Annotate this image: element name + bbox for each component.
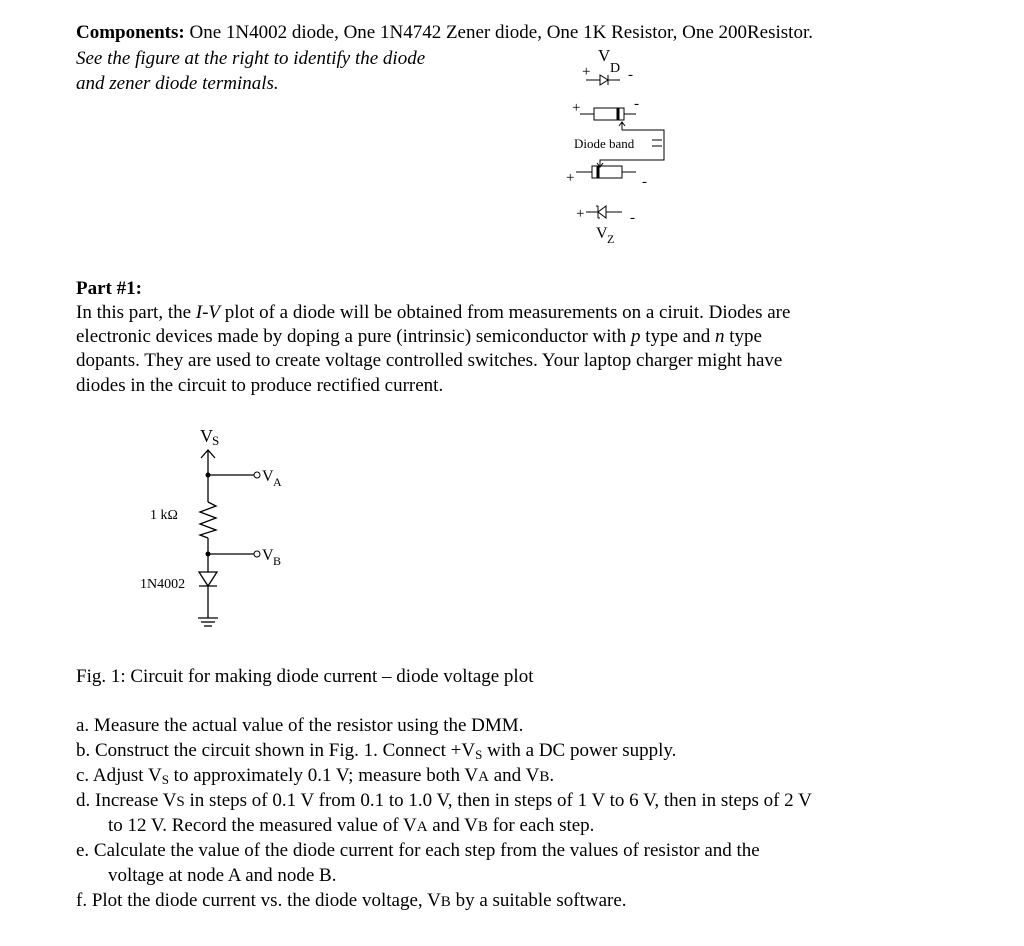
components-note-line1: See the figure at the right to identify the diode xyxy=(76,48,426,69)
va-sub: A xyxy=(273,475,282,489)
vb-label: V xyxy=(262,547,274,564)
step-b: b. Construct the circuit shown in Fig. 1. Connect $+V_S$ with a DC power supply. xyxy=(76,740,677,762)
resistor-symbol xyxy=(200,502,216,538)
vs-label: V xyxy=(200,426,213,446)
zpkg-plus: + xyxy=(566,170,575,186)
steps-list xyxy=(76,715,976,935)
components-text: One 1N4002 diode, One 1N4742 Zener diode, One 1K Resistor, One 200Resistor. xyxy=(189,22,813,43)
va-label: V xyxy=(262,468,274,485)
part1-heading: Part #1: xyxy=(76,278,142,299)
vd-label: V xyxy=(598,46,611,65)
n-term: n xyxy=(714,326,725,347)
vb-sub: B xyxy=(273,554,282,568)
components-line xyxy=(76,20,813,45)
terminal-figure xyxy=(560,44,680,249)
diode-band-label: Diode band xyxy=(574,136,635,151)
zener-symbol xyxy=(586,206,622,218)
resistor-label: 1 kΩ xyxy=(150,508,178,523)
zpkg-minus: - xyxy=(642,174,647,190)
circuit-figure xyxy=(130,420,310,640)
vs-sub: S xyxy=(212,433,220,448)
part1-text: type and xyxy=(640,326,715,347)
pkg-plus: + xyxy=(572,100,581,116)
part1-text: electronic devices made by doping a pure (intrinsic) semiconductor with xyxy=(76,326,632,347)
node-a-dot xyxy=(206,473,211,478)
vd-sub: D xyxy=(610,61,621,76)
vb-terminal xyxy=(254,551,260,557)
step-d: d. Increase VS in steps of 0.1 V from 0.1 to 1.0 V, then in steps of 1 V to 6 V, then in steps of 2 V xyxy=(76,790,812,811)
part1-line1 xyxy=(76,300,790,325)
p-term: p xyxy=(631,326,641,347)
vz-plus: + xyxy=(576,206,585,222)
step-f: f. Plot the diode current vs. the diode voltage, VB by a suitable software. xyxy=(76,890,627,911)
components-note-line2: and zener diode terminals. xyxy=(76,73,279,94)
zener-package xyxy=(576,166,636,178)
part1-text: In this part, the xyxy=(76,302,196,323)
diode-symbol xyxy=(199,572,217,586)
iv-term: I-V xyxy=(195,302,221,323)
vz-sub: Z xyxy=(607,232,615,246)
step-d-cont: to 12 V. Record the measured value of VA and VB for each step. xyxy=(108,815,595,836)
part1-line3: dopants. They are used to create voltage controlled switches. Your laptop charger might have xyxy=(76,350,783,371)
step-e: e. Calculate the value of the diode current for each step from the values of resistor and the xyxy=(76,840,760,861)
step-c: c. Adjust $V_S$ to approximately 0.1 V; measure both VA and VB. xyxy=(76,765,555,787)
diode-label: 1N4002 xyxy=(140,577,186,592)
step-e-cont: voltage at node A and node B. xyxy=(108,865,337,886)
vz-label: V xyxy=(596,225,608,242)
diode-symbol-top xyxy=(586,75,620,85)
part1-text: plot of a diode will be obtained from measurements on a ciruit. Diodes are xyxy=(220,302,791,323)
step-a: a. Measure the actual value of the resistor using the DMM. xyxy=(76,715,524,736)
part1-line2 xyxy=(76,324,762,349)
node-b-dot xyxy=(206,552,211,557)
va-terminal xyxy=(254,472,260,478)
vd-minus: - xyxy=(628,67,633,83)
diode-package-top xyxy=(580,108,636,130)
fig1-caption: Fig. 1: Circuit for making diode current – diode voltage plot xyxy=(76,666,534,687)
pkg-minus: - xyxy=(634,96,639,112)
vz-minus: - xyxy=(630,210,635,226)
components-heading: Components: xyxy=(76,22,185,43)
part1-text: type xyxy=(724,326,762,347)
vd-plus: + xyxy=(582,64,591,80)
part1-line4: diodes in the circuit to produce rectified current. xyxy=(76,375,444,396)
